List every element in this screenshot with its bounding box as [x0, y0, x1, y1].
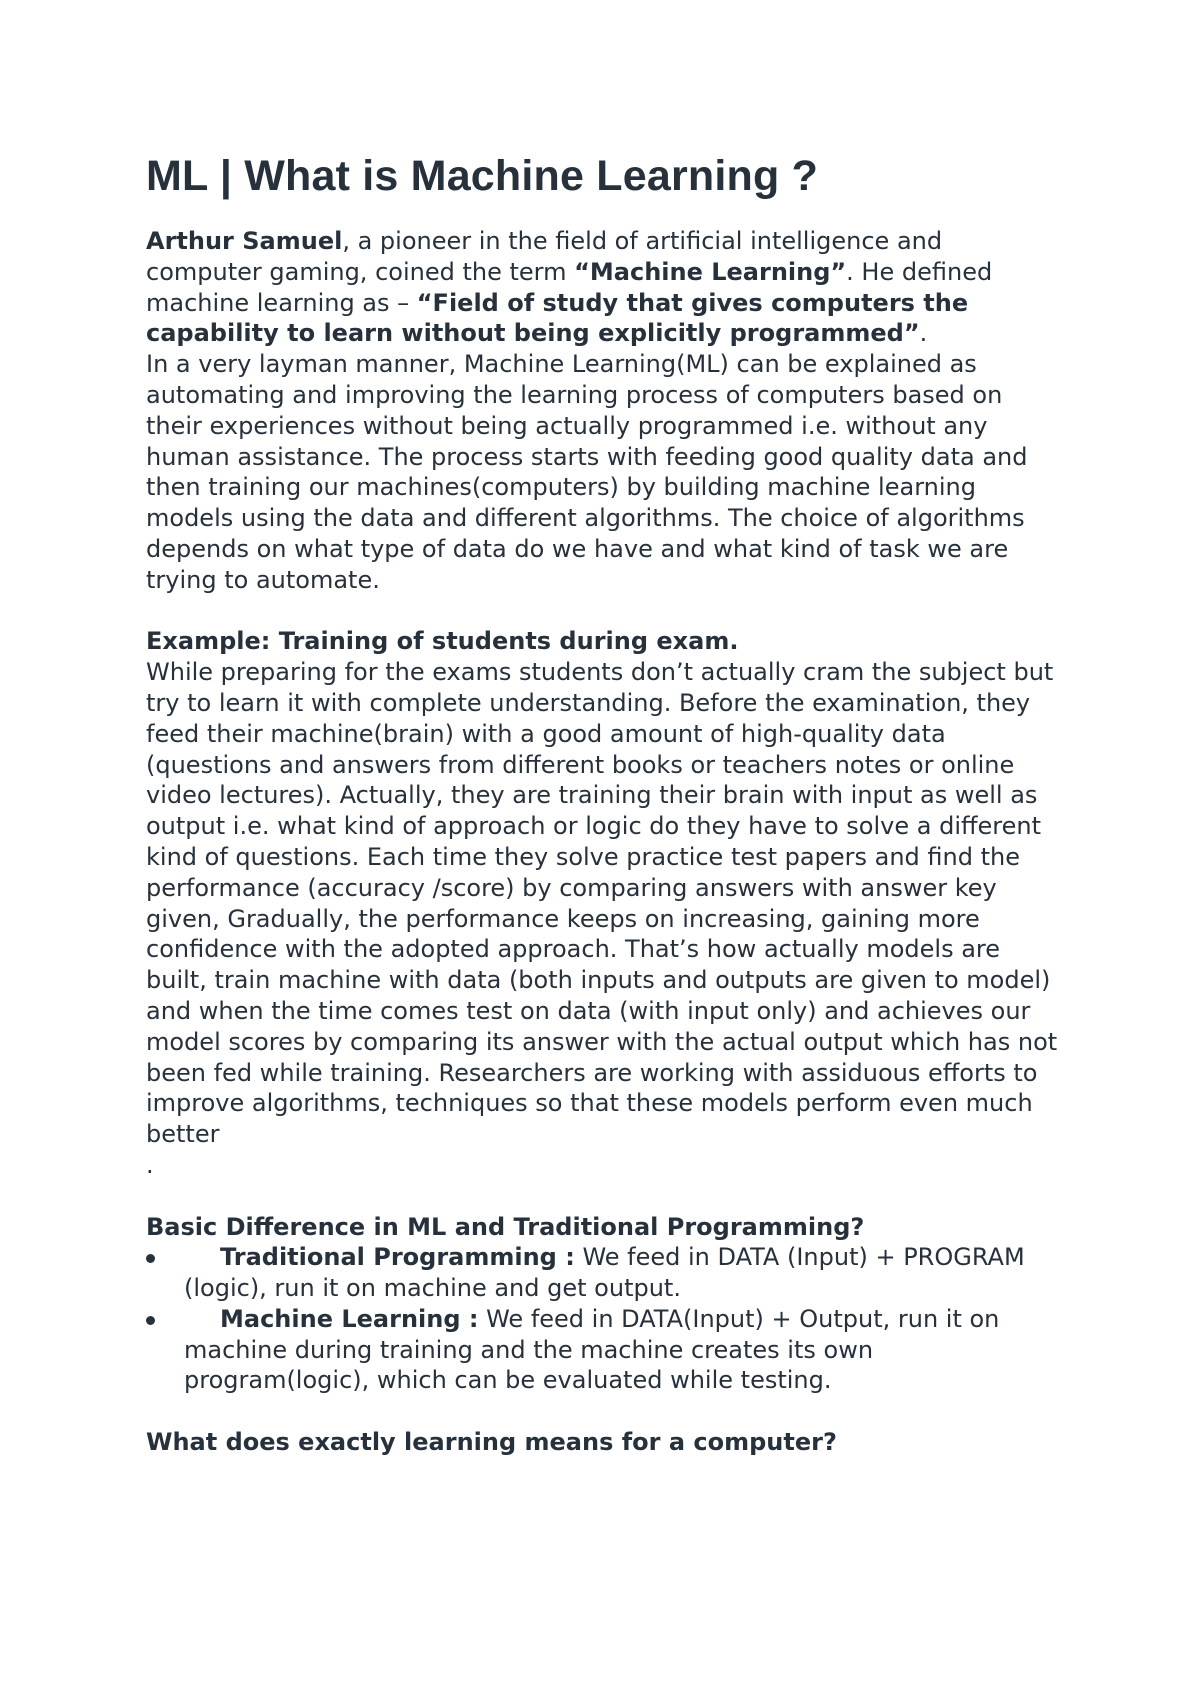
- intro-person: Arthur Samuel: [146, 227, 343, 255]
- difference-list: [146, 1242, 1060, 1396]
- intro-text-1: , a pioneer in the field of artificial intelligence and computer gaming, coined the term: [146, 227, 943, 286]
- page-title: ML | What is Machine Learning ?: [146, 152, 819, 200]
- layman-paragraph: In a very layman manner, Machine Learning(ML) can be explained as automating and improving the learning process of computers based on their experiences without being actually programmed i.e. without any human assistance. The process starts with feeding good quality data and then training our machines(computers) by building machine learning models using the data and different algorithms. The choice of algorithms depends on what type of data do we have and what kind of task we are trying to automate.: [146, 350, 1028, 594]
- bullet-icon: [146, 1254, 155, 1263]
- list-item: [146, 1304, 1060, 1396]
- intro-text-3: .: [919, 319, 928, 348]
- bullet-text: We feed in DATA(Input) + Output, run it on machine during training and the machine creates its own program(logic), which can be evaluated while testing.: [184, 1304, 1000, 1395]
- list-item: [146, 1242, 1060, 1304]
- spacer: [146, 1396, 1060, 1427]
- spacer: [146, 596, 1060, 627]
- bullet-term: Machine Learning :: [220, 1304, 479, 1333]
- bullet-icon: [146, 1316, 155, 1325]
- intro-text-2: . He defined machine learning as –: [146, 257, 993, 317]
- spacer: [146, 1181, 1060, 1212]
- intro-definition: “Field of study that gives computers the capability to learn without being explicitly programmed”: [146, 288, 969, 348]
- difference-heading: Basic Difference in ML and Traditional Programming?: [146, 1212, 865, 1241]
- example-heading: Example: Training of students during exam.: [146, 627, 739, 656]
- stray-dot: .: [146, 1150, 154, 1179]
- learning-heading: What does exactly learning means for a computer?: [146, 1428, 837, 1457]
- intro-paragraph: [146, 226, 1060, 349]
- intro-term: “Machine Learning”: [574, 257, 847, 286]
- example-paragraph: While preparing for the exams students don’t actually cram the subject but try to learn it with complete understanding. Before the examination, they feed their machine(brain) with a good amount of high-quality data (questions and answers from different books or teachers notes or online video lectures). Actually, they are training their brain with input as well as output i.e. what kind of approach or logic do they have to solve a different kind of questions. Each time they solve practice test papers and find the performance (accuracy /score) by comparing answers with answer key given, Gradually, the performance keeps on increasing, gaining more confidence with the adopted approach. That’s how actually models are built, train machine with data (both inputs and outputs are given to model) and when the time comes test on data (with input only) and achieves our model scores by comparing its answer with the actual output which has not been fed while training. Researchers are working with assiduous efforts to improve algorithms, techniques so that these models perform even much better: [146, 658, 1058, 1149]
- bullet-term: Traditional Programming :: [220, 1243, 575, 1272]
- bullet-text: We feed in DATA (Input) + PROGRAM (logic), run it on machine and get output.: [184, 1243, 1025, 1303]
